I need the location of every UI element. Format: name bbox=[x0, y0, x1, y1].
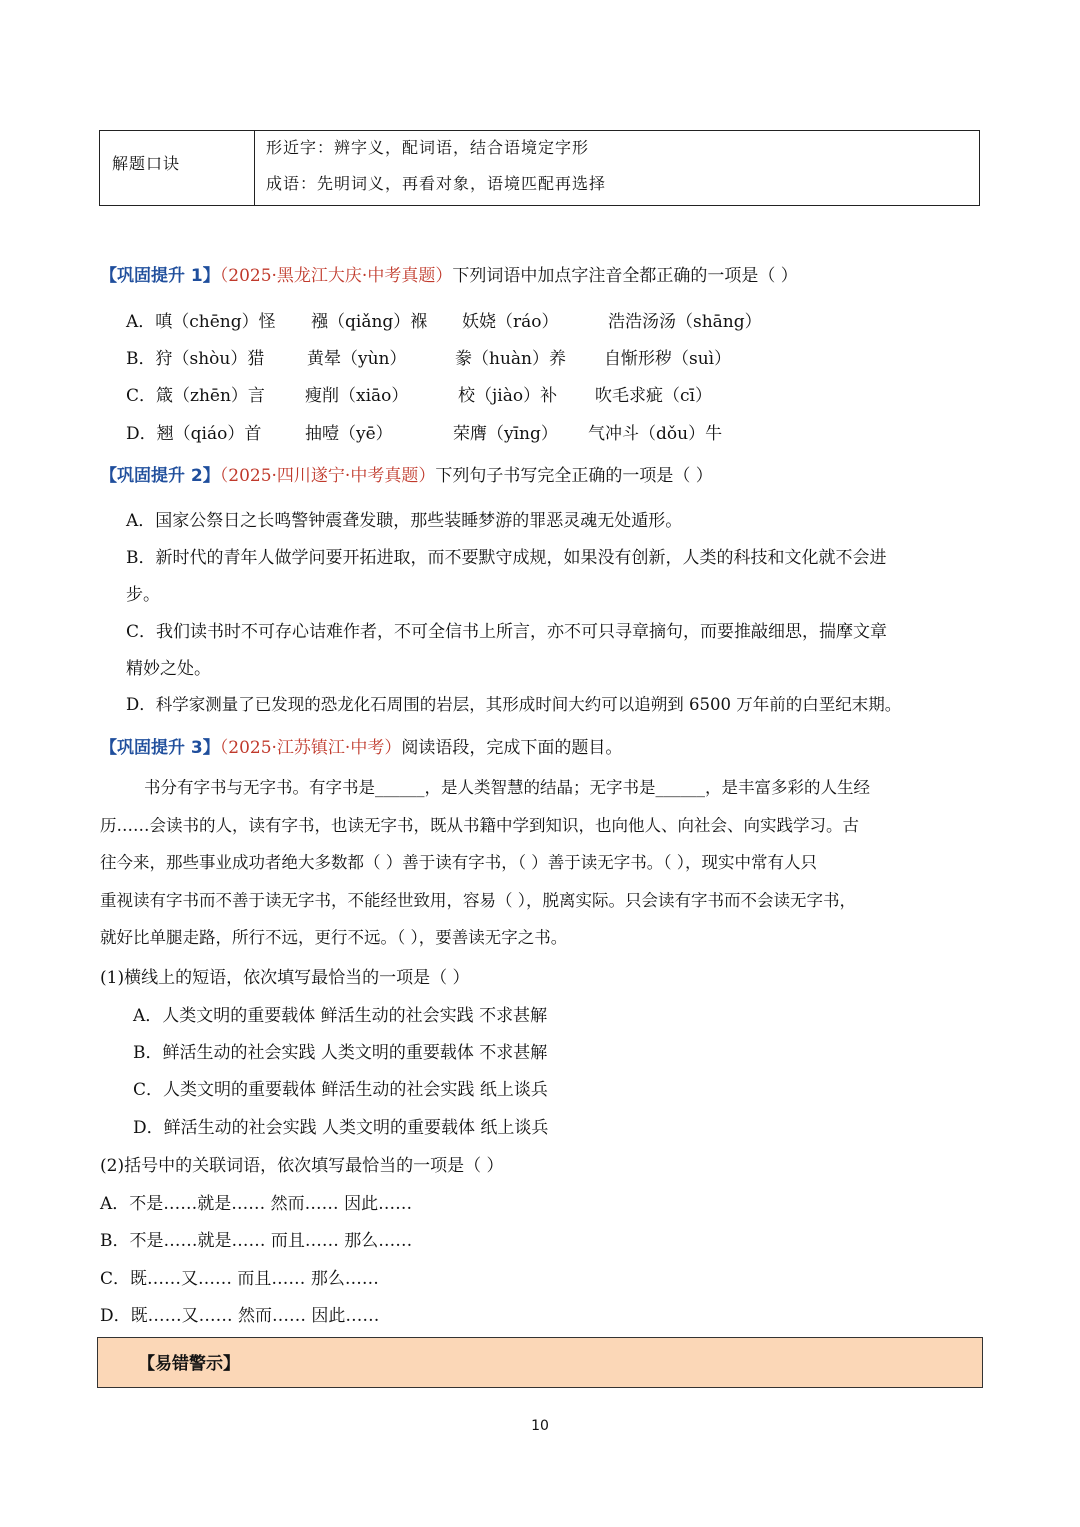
q1-tag: 【巩固提升 1】 bbox=[100, 266, 220, 286]
q2-option-b-line1: B．新时代的青年人做学问要开拓进取，而不要默守成规，如果没有创新，人类的科技和文化就不会进 bbox=[126, 548, 887, 568]
q1-option-word: 浩浩汤汤 bbox=[608, 312, 676, 332]
q1-option-word: 吹毛求疵 bbox=[595, 386, 663, 406]
q1-option-item bbox=[453, 419, 558, 444]
q1-option-item bbox=[305, 419, 393, 444]
q1-option-item bbox=[307, 344, 407, 369]
q1-option-pinyin: （cī） bbox=[663, 386, 712, 406]
q3-tag: 【巩固提升 3】 bbox=[100, 738, 220, 758]
q1-option-word: 妖娆 bbox=[462, 312, 496, 332]
q2-option-d: D．科学家测量了已发现的恐龙化石周围的岩层，其形成时间大约可以追朔到 6500 万年前的白垩纪末期。 bbox=[126, 695, 902, 714]
q3-passage-line: 重视读有字书而不善于读无字书，不能经世致用，容易（ ），脱离实际。只会读有字书而不会读无字书， bbox=[100, 890, 856, 910]
q3-sub1-option: B．鲜活生动的社会实践 人类文明的重要载体 不求甚解 bbox=[133, 1043, 548, 1063]
tip-line-2: 成语：先明词义，再看对象，语境匹配再选择 bbox=[266, 174, 607, 193]
q1-option-word: 黄晕 bbox=[307, 349, 341, 369]
page-number: 10 bbox=[531, 1418, 549, 1434]
q1-option-pinyin: （shāng） bbox=[676, 312, 762, 332]
q1-option-pinyin: （jiào）补 bbox=[475, 386, 558, 406]
q1-option-item bbox=[455, 344, 566, 369]
q3-sub2-option: B．不是……就是…… 而且…… 那么…… bbox=[100, 1231, 413, 1251]
tip-label-cell bbox=[100, 131, 255, 205]
q3-passage-line: 往今来，那些事业成功者绝大多数都（ ）善于读有字书，（ ）善于读无字书。（ ），现实中常有人只 bbox=[100, 853, 817, 872]
q1-option-item bbox=[588, 419, 722, 444]
q1-source: （2025·黑龙江大庆·中考真题） bbox=[219, 266, 453, 286]
q2-option-c-line1: C．我们读书时不可存心诘难作者，不可全信书上所言，亦不可只寻章摘句，而要推敲细思，揣摩文章 bbox=[126, 622, 888, 642]
q1-option-pinyin: （yīng） bbox=[487, 424, 558, 444]
q3-sub2-option: A．不是……就是…… 然而…… 因此…… bbox=[100, 1194, 413, 1214]
q1-option-word: 气冲斗 bbox=[588, 424, 639, 444]
q3-sub1-stem: (1)横线上的短语，依次填写最恰当的一项是（ ） bbox=[100, 968, 470, 988]
q3-sub2-stem: (2)括号中的关联词语，依次填写最恰当的一项是（ ） bbox=[100, 1156, 504, 1176]
q1-option-item bbox=[126, 419, 261, 444]
q3-sub1-option: A．人类文明的重要载体 鲜活生动的社会实践 不求甚解 bbox=[133, 1006, 548, 1026]
q3-sub1-option: D．鲜活生动的社会实践 人类文明的重要载体 纸上谈兵 bbox=[133, 1118, 549, 1138]
warning-label: 【易错警示】 bbox=[138, 1354, 240, 1374]
q1-option-word: 狩 bbox=[155, 349, 173, 369]
q1-heading bbox=[100, 261, 798, 286]
q1-option-label: D． bbox=[126, 424, 157, 444]
q1-option-label: B． bbox=[126, 349, 156, 369]
q1-option-pinyin: （zhēn）言 bbox=[173, 386, 265, 406]
q1-option-label: A． bbox=[126, 312, 156, 332]
q1-option-item bbox=[462, 307, 559, 332]
q2-tag: 【巩固提升 2】 bbox=[100, 466, 220, 486]
q1-option-item bbox=[126, 344, 264, 369]
q1-option-pinyin: （ráo） bbox=[496, 312, 559, 332]
q2-source: （2025·四川遂宁·中考真题） bbox=[219, 466, 436, 486]
q1-option-word: 抽噎 bbox=[305, 424, 339, 444]
tip-line-1: 形近字：辨字义，配词语，结合语境定字形 bbox=[266, 138, 590, 157]
q1-option-item bbox=[608, 307, 762, 332]
q1-option-label: C． bbox=[126, 386, 157, 406]
q1-option-word: 翘 bbox=[156, 424, 174, 444]
q1-option-pinyin: （yē） bbox=[339, 424, 393, 444]
q3-passage-line: 历……会读书的人，读有字书，也读无字书，既从书籍中学到知识，也向他人、向社会、向实践学习。古 bbox=[100, 815, 859, 835]
q2-option-a: A．国家公祭日之长鸣警钟震聋发聩，那些装睡梦游的罪恶灵魂无处遁形。 bbox=[126, 511, 683, 531]
q1-option-pinyin: （suì） bbox=[672, 349, 732, 369]
q3-source: （2025·江苏镇江·中考） bbox=[219, 738, 402, 758]
q1-option-pinyin: （yùn） bbox=[341, 349, 407, 369]
q2-heading bbox=[100, 461, 713, 486]
q1-option-item bbox=[604, 344, 731, 369]
q1-option-item bbox=[458, 381, 557, 406]
q3-passage-line: 就好比单腿走路，所行不远，更行不远。（ ），要善读无字之书。 bbox=[100, 928, 568, 947]
q3-passage-line: 书分有字书与无字书。有字书是______，是人类智慧的结晶；无字书是______，是丰富多彩的人生经 bbox=[144, 778, 870, 797]
q1-option-pinyin: （qiáo）首 bbox=[173, 424, 262, 444]
q1-option-word: 箴 bbox=[156, 386, 174, 406]
q1-option-word: 荣膺 bbox=[453, 424, 487, 444]
q1-option-word: 嗔 bbox=[155, 312, 173, 332]
q3-sub2-option: C．既……又…… 而且…… 那么…… bbox=[100, 1269, 379, 1289]
q3-sub2-option: D．既……又…… 然而…… 因此…… bbox=[100, 1306, 380, 1326]
q1-option-pinyin: （huàn）养 bbox=[472, 349, 566, 369]
q1-option-pinyin: （xiāo） bbox=[339, 386, 409, 406]
q2-option-b-line2: 步。 bbox=[126, 585, 160, 605]
q1-option-item bbox=[311, 307, 427, 332]
q2-stem: 下列句子书写完全正确的一项是（ ） bbox=[435, 466, 713, 486]
q1-option-item bbox=[595, 381, 712, 406]
q3-heading bbox=[100, 733, 622, 758]
warning-box bbox=[97, 1337, 983, 1388]
q1-option-word: 自惭形秽 bbox=[604, 349, 672, 369]
q1-stem: 下列词语中加点字注音全都正确的一项是（ ） bbox=[452, 266, 798, 286]
q1-option-word: 校 bbox=[458, 386, 475, 406]
q1-option-item bbox=[305, 381, 408, 406]
tip-table bbox=[99, 130, 980, 206]
q1-option-pinyin: （chēng）怪 bbox=[172, 312, 276, 332]
q1-option-item bbox=[126, 381, 265, 406]
q1-option-word: 瘦削 bbox=[305, 386, 339, 406]
q3-passage bbox=[100, 769, 980, 957]
q1-option-pinyin: （qiǎng）褓 bbox=[328, 312, 428, 332]
q1-option-word: 襁 bbox=[311, 312, 328, 332]
q2-option-c-line2: 精妙之处。 bbox=[126, 659, 211, 679]
q1-option-item bbox=[126, 307, 276, 332]
q1-option-pinyin: （shòu）猎 bbox=[172, 349, 265, 369]
q3-sub1-option: C．人类文明的重要载体 鲜活生动的社会实践 纸上谈兵 bbox=[133, 1080, 548, 1100]
tip-label: 解题口诀 bbox=[112, 154, 181, 173]
q1-option-word: 豢 bbox=[455, 349, 472, 369]
q3-stem: 阅读语段，完成下面的题目。 bbox=[401, 738, 623, 758]
q1-option-pinyin: （dǒu）牛 bbox=[639, 424, 723, 444]
